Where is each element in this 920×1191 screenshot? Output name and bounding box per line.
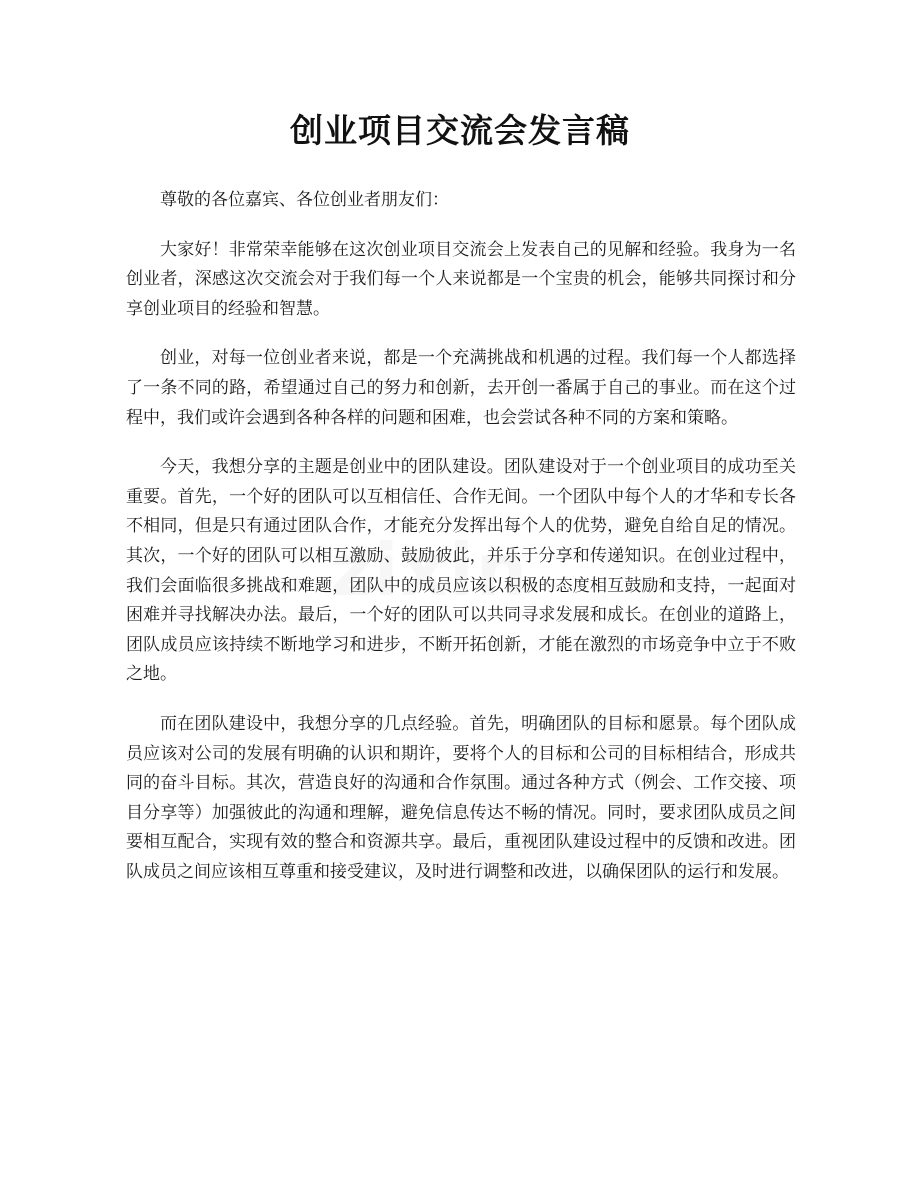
document-body [126,186,796,907]
watermark-logo: zixin [330,528,529,612]
document-title: 创业项目交流会发言稿 [290,111,630,150]
paragraph-team-building: 今天，我想分享的主题是创业中的团队建设。团队建设对于一个创业项目的成功至关重要。首先，一个好的团队可以互相信任、合作无间。一个团队中每个人的才华和专长各不相同，但是只有通过团队合作，才能充分发挥出每个人的优势，避免自给自足的情况。其次，一个好的团队可以相互激励、鼓励彼此，并乐于分享和传递知识。在创业过程中，我们会面临很多挑战和难题，团队中的成员应该以积极的态度相互鼓励和支持，一起面对困难并寻找解决办法。最后，一个好的团队可以共同寻求发展和成长。在创业的道路上，团队成员应该持续不断地学习和进步，不断开拓创新，才能在激烈的市场竞争中立于不败之地。 [126,457,796,685]
paragraph-entrepreneurship: 创业，对每一位创业者来说，都是一个充满挑战和机遇的过程。我们每一个人都选择了一条不同的路，希望通过自己的努力和创新，去开创一番属于自己的事业。而在这个过程中，我们或许会遇到各种各样的问题和困难，也会尝试各种不同的方案和策略。 [126,348,796,428]
paragraph-salutation: 尊敬的各位嘉宾、各位创业者朋友们： [160,190,449,210]
paragraph-experience: 而在团队建设中，我想分享的几点经验。首先，明确团队的目标和愿景。每个团队成员应该对公司的发展有明确的认识和期许，要将个人的目标和公司的目标相结合，形成共同的奋斗目标。其次，营造良好的沟通和合作氛围。通过各种方式（例会、工作交接、项目分享等）加强彼此的沟通和理解，避免信息传达不畅的情况。同时，要求团队成员之间要相互配合，实现有效的整合和资源共享。最后，重视团队建设过程中的反馈和改进。团队成员之间应该相互尊重和接受建议，及时进行调整和改进，以确保团队的运行和发展。 [126,713,796,882]
paragraph-opening: 大家好！非常荣幸能够在这次创业项目交流会上发表自己的见解和经验。我身为一名创业者，深感这次交流会对于我们每一个人来说都是一个宝贵的机会，能够共同探讨和分享创业项目的经验和智慧。 [126,239,796,319]
